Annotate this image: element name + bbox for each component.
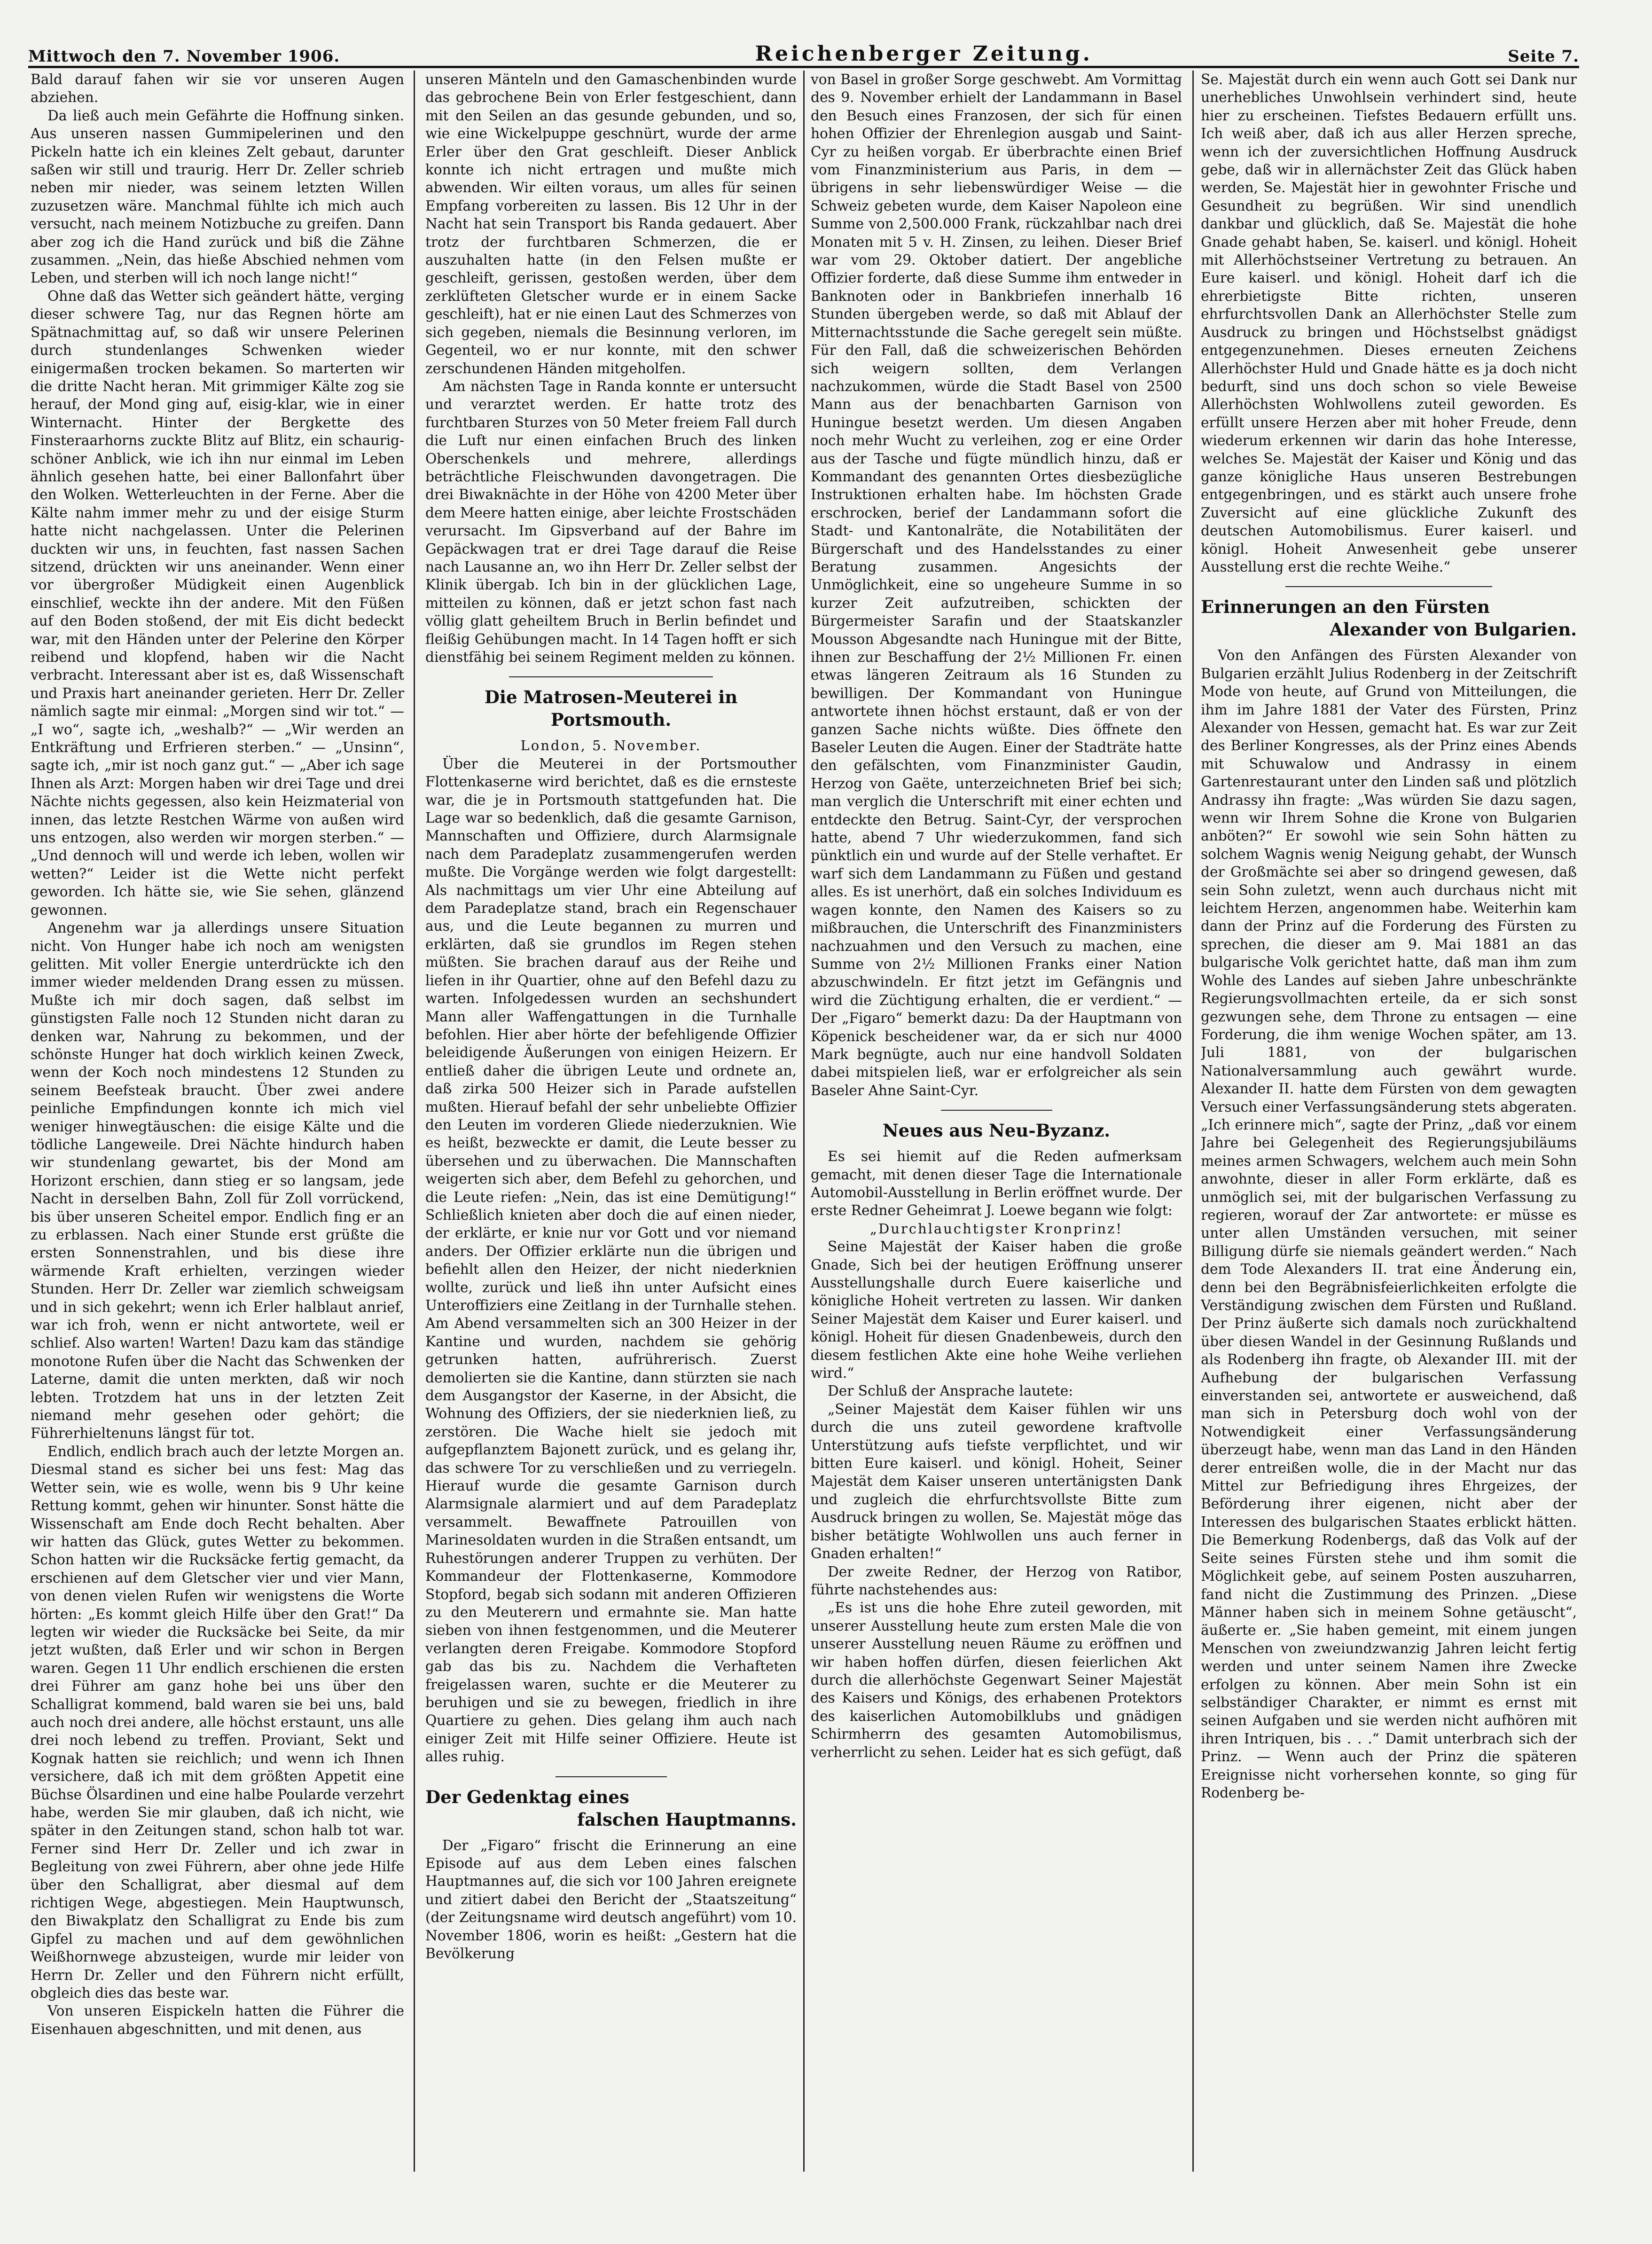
article-headline: falschen Hauptmanns. xyxy=(577,1809,797,1830)
paragraph: von Basel in großer Sorge geschwebt. Am Vormittag des 9. November erhielt der Landammann in Basel den Besuch eines Franzosen, der sich für einen hohen Offizier der Ehrenlegion ausgab und Saint-Cyr zu heißen vorgab. Er überbrachte einen Brief vom Finanzministerium aus Paris, in dem — übrigens in sehr liebenswürdiger Weise — die Schweiz gebeten wurde, dem Kaiser Napoleon eine Summe von 2,500.000 Frank, rückzahlbar nach drei Monaten mit 5 v. H. Zinsen, zu leihen. Dieser Brief war vom 29. Oktober datiert. Der angebliche Offizier forderte, daß diese Summe ihm entweder in Banknoten oder in Bankbriefen innerhalb 16 Stunden übergeben werde, so daß mit Ablauf der Mitternachtsstunde die Sache geregelt sein müßte. Für den Fall, daß die schweizerischen Behörden sich weigern sollten, dem Verlangen nachzukommen, würde die Stadt Basel von 2500 Mann aus der benachbarten Garnison von Huningue besetzt werden. Um diesen Angaben noch mehr Wucht zu verleihen, zog er eine Order aus der Tasche und fügte mündlich hinzu, daß er Kommandant des genannten Ortes diesbezügliche Instruktionen erhalten habe. Im höchsten Grade erschrocken, berief der Landammann sofort die Stadt- und Kantonalräte, die Notabilitäten der Bürgerschaft und des Handelsstandes zu einer Beratung zusammen. Angesichts der Unmöglichkeit, eine so ungeheure Summe in so kurzer Zeit aufzutreiben, schickten der Bürgermeister Sarafin und der Staatskanzler Mousson Abgesandte nach Huningue mit der Bitte, ihnen zur Beschaffung der 2½ Millionen Fr. einen etwas längeren Zeitraum als 16 Stunden zu bewilligen. Der Kommandant von Huningue antwortete ihnen höchst erstaunt, daß er von der ganzen Sache nichts wüßte. Dies öffnete den Baseler Leuten die Augen. Einer der Stadträte hatte den gefälschten, vom Finanzminister Gaudin, Herzog von Gaëte, unterzeichneten Brief bei sich; man verglich die Unterschrift mit einer echten und entdeckte den Betrug. Saint-Cyr, der versprochen hatte, abend 7 Uhr wiederzukommen, fand sich pünktlich ein und wurde auf der Stelle verhaftet. Er warf sich dem Landammann zu Füßen und gestand alles. Es ist unerhört, daß ein solches Individuum es wagen konnte, den Namen des Kaisers so zu mißbrauchen, die Unterschrift des Finanzministers nachzuahmen und den Versuch zu machen, eine Summe von 2½ Millionen Franks einer Nation abzuschwindeln. Er fitzt jetzt im Gefängnis und wird die Züchtigung erhalten, die er verdient.“ — Der „Figaro“ bemerkt dazu: Da der Hauptmann von Köpenick bescheidener war, da er sich nur 4000 Mark begnügte, auch nur eine handvoll Soldaten dabei mitspielen ließ, war er erfolgreicher als sein Baseler Ahne Saint-Cyr. xyxy=(811,71,1182,1098)
paragraph: Der Schluß der Ansprache lautete: xyxy=(828,1383,1073,1399)
column-rule xyxy=(414,71,415,2172)
column-rule xyxy=(1192,71,1194,2172)
article-headline: Alexander von Bulgarien. xyxy=(1330,619,1577,640)
paragraph: Es sei hiemit auf die Reden aufmerksam gemacht, mit denen dieser Tage die Internationale Automobil-Ausstellung in Berlin eröffnet wurde. Der erste Redner Geheimrat J. Loewe begann wie folgt: xyxy=(811,1148,1182,1219)
paragraph: unseren Mänteln und den Gamaschenbinden wurde das gebrochene Bein von Erler festgeschient, dann mit den Seilen an das gesunde gebunden, und so, wie eine Wickelpuppe geschnürt, wurde der arme Erler über den Grat geschleift. Dieser Anblick konnte ich nicht ertragen und mußte mich abwenden. Wir eilten voraus, um alles für seinen Empfang vorbereiten zu lassen. Bis 12 Uhr in der Nacht hat sein Transport bis Randa gedauert. Aber trotz der furchtbaren Schmerzen, die er auszuhalten hatte (in den Felsen mußte er geschleift, gerissen, gestoßen werden, über dem zerklüfteten Gletscher wurde er in einem Sacke geschleift), hat er nie einen Laut des Schmerzes von sich gegeben, niemals die Besinnung verloren, im Gegenteil, wo er nur konnte, mit den schwer zerschundenen Händen mitgeholfen. xyxy=(425,71,797,377)
paragraph: Angenehm war ja allerdings unsere Situation nicht. Von Hunger habe ich noch am wenigsten gelitten. Mit voller Energie unterdrückte ich den immer wieder meldenden Drang essen zu müssen. Mußte ich mir doch sagen, daß selbst im günstigsten Falle noch 12 Stunden nicht daran zu denken war, Nahrung zu bekommen, und der schönste Hunger hat doch wirklich keinen Zweck, wenn der Koch noch mindestens 12 Stunden zu seinem Beefsteak braucht. Über zwei andere peinliche Empfindungen konnte ich mich viel weniger hinwegtäuschen: die eisige Kälte und die tödliche Langeweile. Drei Nächte hindurch haben wir stundenlang gewartet, bis der Mond am Horizont erschien, dann stieg er so langsam, jede Nacht in derselben Bahn, Zoll für Zoll vorrückend, bis über unseren Scheitel empor. Endlich fing er an zu erblassen. Nach einer Stunde erst grüßte die ersten Sonnenstrahlen, und bis diese ihre wärmende Kraft erhielten, verzingen wieder Stunden. Herr Dr. Zeller war ziemlich schweigsam und in sich gekehrt; wenn ich Erler halblaut anrief, war ich froh, wenn er nicht antwortete, weil er schlief. Also warten! Warten! Dazu kam das ständige monotone Rufen über die Nacht das Schwenken der Laterne, damit die unten merkten, daß wir noch lebten. Trotzdem hat uns in der letzten Zeit niemand mehr gesehen oder gehört; die Führerhieltenuns längst für tot. xyxy=(31,920,404,1442)
paragraph: Am nächsten Tage in Randa konnte er untersucht und verarztet werden. Er hatte trotz des furchtbaren Sturzes von 50 Meter freiem Fall durch die Luft nur einen einfachen Bruch des linken Oberschenkels und mehrere, allerdings beträchtliche Fleischwunden davongetragen. Die drei Biwaknächte in der Höhe von 4200 Meter über dem Meere hatten einige, aber leichte Frostschäden verursacht. Im Gipsverband auf der Bahre im Gepäckwagen trat er drei Tage darauf die Reise nach Lausanne an, wo ihn Herr Dr. Zeller selbst der Klinik übergab. Ich bin in der glücklichen Lage, mitteilen zu können, daß er jetzt schon fast nach völlig glatt geheiltem Bruch in Berlin befindet und fleißig Gehübungen macht. In 14 Tagen hofft er sich dienstfähig bei seinem Regiment melden zu können. xyxy=(425,378,797,665)
paragraph: „Es ist uns die hohe Ehre zuteil geworden, mit unserer Ausstellung heute zum ersten Male die von unserer Ausstellung neuen Räume zu eröffnen und wir haben hoffen dürfen, diesen feierlichen Akt durch die allerhöchste Gegenwart Seiner Majestät des Kaisers und Königs, des erhabenen Protektors des kaiserlichen Automobilklubs und gnädigen Schirmherrn des gesamten Automobilismus, verherrlicht zu sehen. Leider hat es sich gefügt, daß xyxy=(811,1600,1182,1760)
article-headline: Erinnerungen an den Fürsten xyxy=(1201,596,1490,618)
paragraph: Der „Figaro“ frischt die Erinnerung an eine Episode auf aus dem Leben eines falschen Hauptmannes auf, die sich vor 100 Jahren ereignete und zitiert dabei den Bericht der „Staatszeitung“ (der Zeitungsname wird deutsch angeführt) vom 10. November 1806, worin es heißt: „Gestern hat die Bevölkerung xyxy=(425,1837,797,1962)
paragraph: Von den Anfängen des Fürsten Alexander von Bulgarien erzählt Julius Rodenberg in der Zeitschrift Mode von heute, auf Grund von Mitteilungen, die ihm im Jahre 1881 der Vater des Fürsten, Prinz Alexander von Hessen, gemacht hat. Es war zur Zeit des Berliner Kongresses, als der Prinz eines Abends mit Schuwalow und Andrassy in einem Gartenrestaurant unter den Linden saß und plötzlich Andrassy ihn fragte: „Was würden Sie dazu sagen, wenn wir Ihrem Sohne die Krone von Bulgarien anböten?“ Er sowohl wie sein Sohn hätten zu solchem Wagnis wenig Neigung gehabt, der Wunsch der Großmächte sei aber so dringend gewesen, daß sein Sohn zuletzt, wenn auch durchaus nicht mit leichtem Herzen, angenommen habe. Weiterhin kam dann der Prinz auf die Forderung des Fürsten zu sprechen, die dieser am 9. Mai 1881 an das bulgarische Volk gerichtet hatte, daß man ihm zum Wohle des Landes auf sieben Jahre unbeschränkte Regierungsvollmachten erteile, da er sich sonst gezwungen sehe, dem Throne zu entsagen — eine Forderung, die ihm wenige Wochen später, am 13. Juli 1881, von der bulgarischen Nationalversammlung auch gewährt wurde. Alexander II. hatte dem Fürsten von dem gewagten Versuch einer Verfassungsänderung stets abgeraten. „Ich erinnere mich“, sagte der Prinz, „daß vor einem Jahre bei Gelegenheit des Regierungsjubiläums meines armen Schwagers, welchem auch mein Sohn anwohnte, dieser in aller Form erklärte, daß es unmöglich sei, mit der bulgarischen Verfassung zu regieren, worauf der Zar antwortete: er müsse es unter allen Umständen versuchen, mit seiner Billigung dürfe sie niemals geändert werden.“ Nach dem Tode Alexanders II. trat eine Änderung ein, denn bei den Begräbnisfeierlichkeiten erfolgte die Verständigung zwischen dem Fürsten und Rußland. Der Prinz äußerte sich damals noch zurückhaltend über diesen Wandel in der Gesinnung Rußlands und als Rodenberg ihn fragte, ob Alexander III. mit der Aufhebung der bulgarischen Verfassung einverstanden sei, antwortete er ausweichend, daß man sich in Petersburg doch wohl von der Notwendigkeit einer Verfassungsänderung überzeugt habe, wenn man das Land in den Händen derer entreißen wolle, die in der Macht nur das Mittel zur Befriedigung ihres Ehrgeizes, der Beförderung ihrer eigenen, nicht aber der Interessen des bulgarischen Staates erblickt hätten. Die Bemerkung Rodenbergs, daß das Volk auf der Seite seines Fürsten stehe und ihm somit die Möglichkeit gebe, auf seinem Posten auszuharren, fand nicht die Zustimmung des Prinzen. „Diese Männer haben sich in meinem Sohne getäuscht“, äußerte er. „Sie haben gemeint, mit einem jungen Menschen von zweiundzwanzig Jahren leicht fertig werden und unter seinem Namen ihre Zwecke erfolgen zu können. Aber mein Sohn ist ein selbständiger Charakter, er nimmt es ernst mit seinen Aufgaben und sie werden nicht aufhören mit ihren Intriquen, bis . . .“ Damit unterbrach sich der Prinz. — Wenn auch der Prinz die späteren Ereignisse nicht vorhersehen konnte, so ging für Rodenberg be- xyxy=(1201,647,1577,1801)
article-headline: Neues aus Neu-Byzanz. xyxy=(882,1120,1111,1141)
paragraph: Bald darauf fahen wir sie vor unseren Augen abziehen. xyxy=(31,71,404,106)
paragraph: Ohne daß das Wetter sich geändert hätte, verging dieser schwere Tag, nur das Regnen hörte am Spätnachmittag auf, so daß wir unsere Pelerinen durch stundenlanges Schwenken wieder einigermaßen trocken bekamen. So marterten wir die dritte Nacht heran. Mit grimmiger Kälte zog sie herauf, der Mond ging auf, eisig-klar, wie in einer Winternacht. Hinter der Bergkette des Finsteraarhorns zuckte Blitz auf Blitz, ein schaurig-schöner Anblick, wie ich ihn nur einmal im Leben ähnlich gesehen hatte, bei einer Ballonfahrt über den Wolken. Wetterleuchten in der Ferne. Aber die Kälte nahm immer mehr zu und der eisige Sturm hatte nicht nachgelassen. Unter die Pelerinen duckten wir uns, in feuchten, fast nassen Sachen sitzend, drückten wir uns aneinander. Wenn einer vor übergroßer Müdigkeit einen Augenblick einschlief, weckte ihn der andere. Mit den Füßen auf den Boden stoßend, der mit Eis dicht bedeckt war, mit den Händen unter der Pelerine den Körper reibend und klopfend, haben wir die Nacht verbracht. Interessant aber ist es, daß Wissenschaft und Praxis hart aneinander gerieten. Herr Dr. Zeller nämlich sagte mir einmal: „Morgen sind wir tot.“ — „I wo“, sagte ich, „weshalb?“ — „Wir werden an Entkräftung und Erfrieren sterben.“ — „Unsinn“, sagte ich, „mir ist noch ganz gut.“ — „Aber ich sage Ihnen als Arzt: Morgen haben wir drei Tage und drei Nächte nichts gegessen, also kein Heizmaterial von innen, das letzte Restchen Wärme von außen wird uns entzogen, also werden wir morgen sterben.“ — „Und dennoch will und werde ich leben, wollen wir wetten?“ Leider ist die Wette nicht perfekt geworden. Ich hätte sie, wie Sie sehen, glänzend gewonnen. xyxy=(31,288,404,918)
article-divider xyxy=(941,1110,1052,1111)
dateline: London, 5. November. xyxy=(520,738,702,754)
article-headline: Die Matrosen-Meuterei in Portsmouth. xyxy=(484,687,738,730)
article-divider xyxy=(556,1776,667,1777)
article-headline: Der Gedenktag eines xyxy=(425,1786,629,1807)
paragraph: Se. Majestät durch ein wenn auch Gott sei Dank nur unerhebliches Unwohlsein verhindert sind, heute hier zu erscheinen. Tiefstes Bedauern erfüllt uns. Ich weiß aber, daß ich aus aller Herzen spreche, wenn ich der zuversichtlichen Hoffnung Ausdruck gebe, daß wir in allernächster Zeit das Glück haben werden, Se. Majestät hier in gewohnter Frische und Gesundheit zu begrüßen. Wir sind unendlich dankbar und glücklich, daß Se. Majestät die hohe Gnade gehabt haben, Se. kaiserl. und königl. Hoheit mit Allerhöchstseiner Vertretung zu betrauen. An Eure kaiserl. und königl. Hoheit darf ich die ehrerbietigste Bitte richten, unseren ehrfurchtsvollen Dank an Allerhöchster Stelle zum Ausdruck zu bringen und Höchstselbst gnädigst entgegenzunehmen. Dieses erneuten Zeichens Allerhöchster Huld und Gnade hätte es ja doch nicht bedurft, sind uns doch schon so viele Beweise Allerhöchsten Wohlwollens zuteil geworden. Es erfüllt unsere Herzen aber mit hoher Freude, denn wiederum erkennen wir darin das hohe Interesse, welches Se. Majestät der Kaiser und König und das ganze königliche Haus unseren Bestrebungen entgegenbringen, und es stärkt auch unsere frohe Zuversicht auf eine glückliche Zukunft des deutschen Automobilismus. Eurer kaiserl. und königl. Hoheit Anwesenheit gebe unserer Ausstellung erst die rechte Weihe.“ xyxy=(1201,71,1577,575)
column-1 xyxy=(31,71,404,2172)
paragraph: Über die Meuterei in der Portsmouther Flottenkaserne wird berichtet, daß es die ernsteste war, die je in Portsmouth stattgefunden hat. Die Lage war so bedenklich, daß die gesamte Garnison, Mannschaften und Offiziere, durch Alarmsignale nach dem Paradeplatz zusammengerufen werden mußte. Die Vorgänge werden wie folgt dargestellt: Als nachmittags um vier Uhr eine Abteilung auf dem Paradeplatze stand, brach ein Regenschauer aus, und die Leute begannen zu murren und erklärten, daß sie grundlos im Regen stehen müßten. Sie brachen darauf aus der Reihe und liefen in ihr Quartier, ohne auf den Befehl dazu zu warten. Infolgedessen wurden an sechshundert Mann aller Waffengattungen in die Turnhalle befohlen. Hier aber hörte der befehligende Offizier beleidigende Äußerungen von einigen Heizern. Er entließ daher die übrigen Leute und ordnete an, daß zirka 500 Heizer sich in Parade aufstellen mußten. Hierauf befahl der sehr unbeliebte Offizier den Leuten im vorderen Gliede niederzuknien. Wie es heißt, bezweckte er damit, die Leute besser zu übersehen und zu überwachen. Die Mannschaften weigerten sich aber, dem Befehl zu gehorchen, und die Leute riefen: „Nein, das ist eine Demütigung!“ Schließlich knieten aber doch die auf einen nieder, der erklärte, er knie nur vor Gott und vor niemand anders. Der Offizier erklärte nun die übrigen und befiehlt allen den Heizer, der nicht niederknien wollte, zurück und ließ ihn unter Aufsicht eines Unteroffiziers eine Zeitlang in der Turnhalle stehen. Am Abend versammelten sich an 300 Heizer in der Kantine und wurden, nachdem sie gehörig getrunken hatten, aufrührerisch. Zuerst demolierten sie die Kantine, dann stürzten sie nach dem Ausgangstor der Kaserne, in der Absicht, die Wohnung des Offiziers, der sie niederknien ließ, zu zerstören. Die Wache hielt sie jedoch mit aufgepflanztem Bajonett zurück, und es gelang ihr, das schwere Tor zu verschließen und zu verriegeln. Hierauf wurde die gesamte Garnison durch Alarmsignale alarmiert und auf dem Paradeplatz versammelt. Bewaffnete Patrouillen von Marinesoldaten wurden in die Straßen entsandt, um Ruhestörungen anderer Truppen zu verhüten. Der Kommandeur der Flottenkaserne, Kommodore Stopford, begab sich sodann mit anderen Offizieren zu den Meuterern und ermahnte sie. Man hatte sieben von ihnen festgenommen, und die Meuterer verlangten deren Freigabe. Kommodore Stopford gab das bis zu. Nachdem die Verhafteten freigelassen waren, suchte er die Meuterer zu beruhigen und sie zu bewegen, friedlich in ihre Quartiere zu gehen. Dies gelang ihm auch nach einiger Zeit mit Hilfe seiner Offiziere. Heute ist alles ruhig. xyxy=(425,755,797,1765)
paragraph: „Seiner Majestät dem Kaiser fühlen wir uns durch die uns zuteil gewordene kraftvolle Unterstützung aufs tiefste verpflichtet, und wir bitten Eure kaiserl. und königl. Hoheit, Seiner Majestät dem Kaiser unseren untertänigsten Dank und zugleich die ehrfurchtsvollste Bitte zum Ausdruck bringen zu wollen, Se. Majestät möge das bisher betätigte Wohlwollen uns auch ferner in Gnaden erhalten!“ xyxy=(811,1401,1182,1562)
article-divider xyxy=(1285,586,1492,587)
paragraph: „Durchlauchtigster Kronprinz! xyxy=(869,1220,1123,1237)
page-number: Seite 7. xyxy=(1508,47,1579,66)
paragraph: Der zweite Redner, der Herzog von Ratibor, führte nachstehendes aus: xyxy=(811,1563,1182,1598)
paragraph: Seine Majestät der Kaiser haben die große Gnade, Sich bei der heutigen Eröffnung unserer Ausstellungshalle durch Euere kaiserliche und königliche Hoheit vertreten zu lassen. Wir danken Seiner Majestät dem Kaiser und Eurer kaiserl. und königl. Hoheit für diesen Gnadenbeweis, durch den diesem festlichen Akte eine hohe Weihe verliehen wird.“ xyxy=(811,1239,1182,1381)
column-2 xyxy=(425,71,797,2172)
column-4 xyxy=(1201,71,1577,2172)
paragraph: Endlich, endlich brach auch der letzte Morgen an. Diesmal stand es sicher bei uns fest: Mag das Wetter sein, wie es wolle, wenn bis 9 Uhr keine Rettung kommt, gehen wir hinunter. Sonst hätte die Wissenschaft am Ende doch Recht behalten. Aber wir hatten das Glück, gutes Wetter zu bekommen. Schon hatten wir die Rucksäcke fertig gemacht, da erschienen auf dem Gletscher vier und vier Mann, von denen vielen Rufen wir wenigstens die Worte hörten: „Es kommt gleich Hilfe über den Grat!“ Da legten wir wieder die Rucksäcke bei Seite, da mir jetzt wußten, daß Erler und wir schon in Bergen waren. Gegen 11 Uhr endlich erschienen die ersten drei Führer am ganz hohe bei uns über den Schalligrat kommend, bald waren sie bei uns, bald auch noch drei andere, alle höchst erstaunt, uns alle drei noch lebend zu treffen. Proviant, Sekt und Kognak hatten sie reichlich; und wenn ich Ihnen versichere, daß ich mit dem größten Appetit eine Büchse Ölsardinen und eine halbe Poularde verzehrt habe, werden Sie mir glauben, daß ich nicht, wie später in den Zeitungen stand, schon halb tot war. Ferner sind Herr Dr. Zeller und ich zwar in Begleitung von zwei Führern, aber ohne jede Hilfe über den Schalligrat, aber diesmal auf dem richtigen Wege, abgestiegen. Mein Hauptwunsch, den Biwakplatz den Schalligrat zu Ende bis zum Gipfel zu machen und auf dem gewöhnlichen Weißhornwege abzusteigen, wurde mir leider von Herrn Dr. Zeller und den Führern nicht erfüllt, obgleich dies das beste war. xyxy=(31,1443,404,2001)
newspaper-title: Reichenberger Zeitung. xyxy=(755,42,1093,66)
paragraph: Von unseren Eispickeln hatten die Führer die Eisenhauen abgeschnitten, und mit denen, aus xyxy=(31,2003,404,2037)
article-divider xyxy=(509,676,713,677)
column-rule xyxy=(803,71,805,2172)
paragraph: Da ließ auch mein Gefährte die Hoffnung sinken. Aus unseren nassen Gummipelerinen und den Pickeln hatte ich ein kleines Zelt gebaut, darunter saßen wir still und traurig. Herr Dr. Zeller schrieb neben mir nieder, was seinem letzten Willen zuzusetzen wäre. Manchmal fühlte ich mich auch versucht, nach meinem Notizbuche zu greifen. Dann aber zog ich die Hand zurück und biß die Zähne zusammen. „Nein, das hieße Abschied nehmen vom Leben, und sterben will ich noch lange nicht!“ xyxy=(31,107,404,286)
issue-date: Mittwoch den 7. November 1906. xyxy=(28,47,340,66)
masthead xyxy=(28,33,1579,68)
column-3 xyxy=(811,71,1182,2172)
